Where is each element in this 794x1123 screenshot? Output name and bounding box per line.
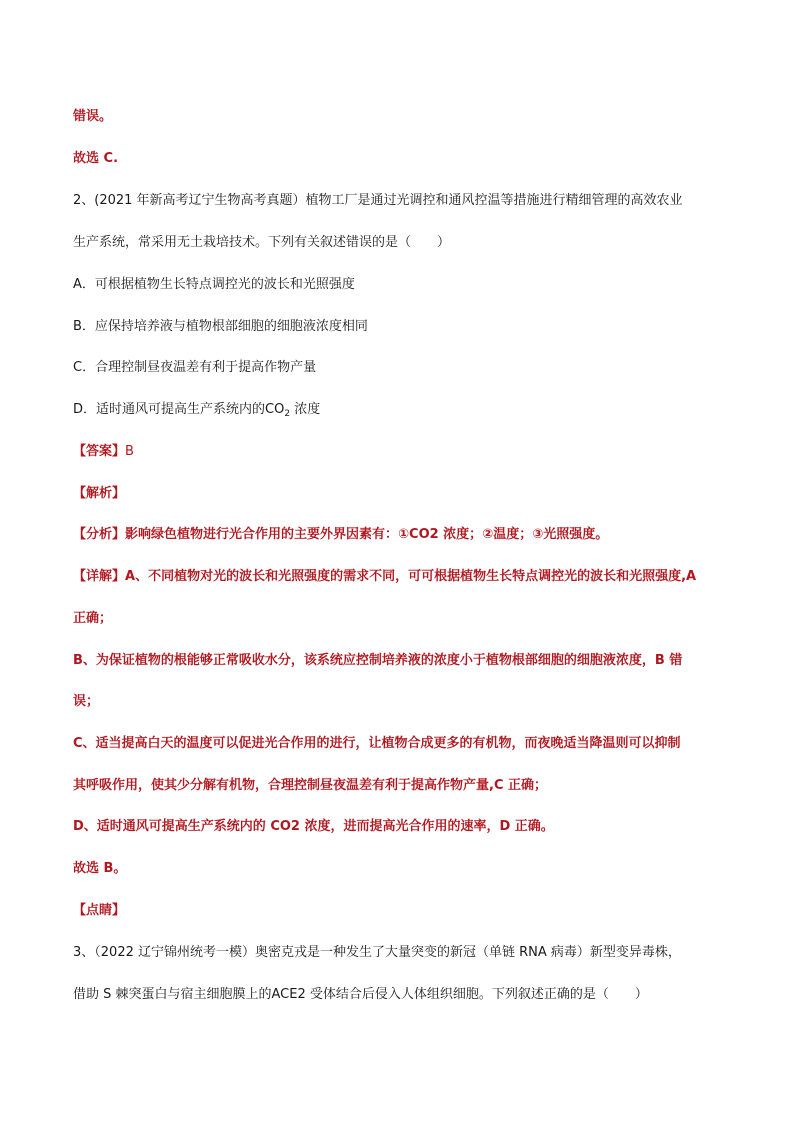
answer-value: B <box>125 444 134 459</box>
fenxi-section <box>73 526 753 544</box>
dianjing-heading: 【点睛】 <box>73 903 126 918</box>
xiangjie-d-line: D、适时通风可提高生产系统内的 CO2 浓度，进而提高光合作用的速率，D 正确。 <box>73 819 554 834</box>
xiangjie-label: 【详解】 <box>73 569 126 584</box>
q2-option-d <box>73 401 753 423</box>
fenxi-label: 【分析】 <box>73 527 126 542</box>
prev-explanation-tail: 错误。 <box>73 109 113 124</box>
xiangjie-b-line-2: 误； <box>73 694 100 709</box>
analysis-heading: 【解析】 <box>73 486 126 501</box>
q3-stem-line-2: 借助 S 棘突蛋白与宿主细胞膜上的ACE2 受体结合后侵入人体组织细胞。下列叙述正确的是（ ） <box>73 987 648 1002</box>
q2-option-d-suffix: 浓度 <box>290 402 321 417</box>
xiangjie-b-line-1: B、为保证植物的根能够正常吸收水分，该系统应控制培养液的浓度小于植物根部细胞的细胞液浓度，B 错 <box>73 653 683 668</box>
xiangjie-a-line-1 <box>73 568 753 586</box>
prev-answer-choice: 故选 C. <box>73 151 119 166</box>
fenxi-text: 影响绿色植物进行光合作用的主要外界因素有：①CO2 浓度；②温度；③光照强度。 <box>125 527 609 542</box>
xiangjie-a-text: A、不同植物对光的波长和光照强度的需求不同，可可根据植物生长特点调控光的波长和光照强度,A <box>125 569 697 584</box>
q3-stem-line-1: 3、（2022 辽宁锦州统考一模）奥密克戎是一种发生了大量突变的新冠（单链 RNA 病毒）新型变异毒株， <box>73 945 681 960</box>
xiangjie-a-line-2: 正确； <box>73 611 113 626</box>
answer-label: 【答案】 <box>73 444 126 459</box>
q2-answer <box>73 443 753 461</box>
xiangjie-c-line-2: 其呼吸作用，使其少分解有机物，合理控制昼夜温差有利于提高作物产量,C 正确； <box>73 778 548 793</box>
q2-option-d-text: D．适时通风可提高生产系统内的CO <box>73 402 285 417</box>
q2-stem-line-2: 生产系统，常采用无土栽培技术。下列有关叙述错误的是（ ） <box>73 235 451 250</box>
q2-option-c: C．合理控制昼夜温差有利于提高作物产量 <box>73 360 317 375</box>
q2-answer-choice: 故选 B。 <box>73 861 127 876</box>
q2-option-a: A．可根据植物生长特点调控光的波长和光照强度 <box>73 277 355 292</box>
q2-option-b: B．应保持培养液与植物根部细胞的细胞液浓度相同 <box>73 319 368 334</box>
q2-stem-line-1: 2、(2021 年新高考辽宁生物高考真题）植物工厂是通过光调控和通风控温等措施进行精细管理的高效农业 <box>73 193 683 208</box>
q2-option-d-subscript: 2 <box>284 409 291 419</box>
xiangjie-c-line-1: C、适当提高白天的温度可以促进光合作用的进行，让植物合成更多的有机物，而夜晚适当降温则可以抑制 <box>73 736 681 751</box>
